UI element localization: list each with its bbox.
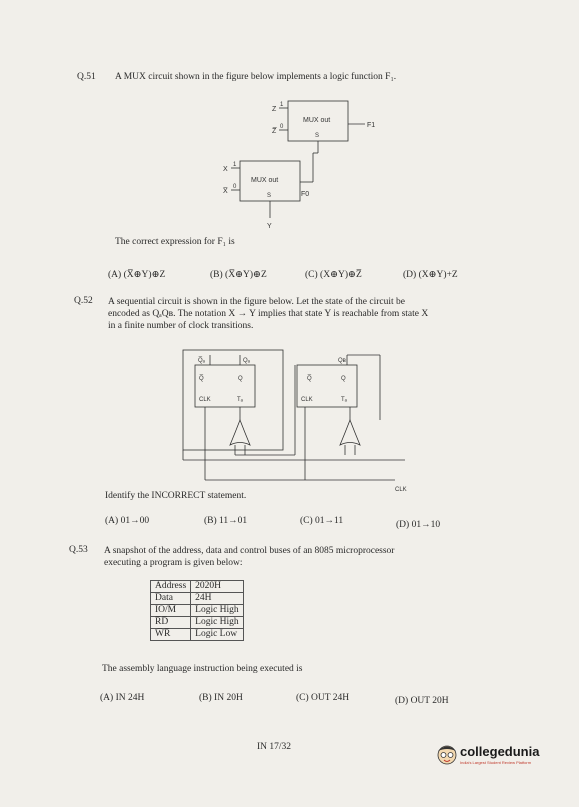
stem-line: A sequential circuit is shown in the figure below. Let the state of the circuit be (108, 297, 405, 307)
logo-name: collegedunia (460, 744, 540, 759)
bus-name: W̅R̅ (151, 629, 191, 641)
table-row (151, 617, 244, 629)
question-stem: A MUX circuit shown in the figure below implements a logic function F₁. (115, 72, 397, 82)
ff2-qbar: Q̅ (307, 376, 312, 382)
bus-snapshot-table (150, 580, 244, 641)
or-gate-b (340, 420, 360, 445)
ff2-t: Tₐ (341, 397, 347, 403)
question-number: Q.53 (69, 545, 88, 555)
question-number: Q.52 (74, 296, 93, 306)
option-a: (A) IN 24H (100, 693, 145, 703)
svg-text:1: 1 (280, 102, 284, 108)
logo-tagline: India's Largest Student Review Platform (460, 760, 532, 765)
or-gate-a (230, 420, 250, 445)
table-row (151, 581, 244, 593)
collegedunia-logo (436, 738, 566, 774)
option-a: (A) (X̅⊕Y)⊕Z (108, 270, 166, 280)
ff2-clk: CLK (301, 397, 313, 403)
clk-label: CLK (395, 487, 407, 493)
ff1-qbar: Q̅ (199, 376, 204, 382)
option-d: (D) 01→10 (396, 520, 441, 530)
bus-value: 24H (191, 593, 244, 605)
mux-bottom-label: MUX out (251, 177, 279, 184)
bus-name: Data (151, 593, 191, 605)
option-d: (D) (X⊕Y)+Z (403, 270, 458, 280)
mux-bottom-sel: S (267, 193, 272, 199)
bus-value: Logic High (191, 617, 244, 629)
ff1-q: Q (238, 376, 243, 382)
bus-value: Logic Low (191, 629, 244, 641)
table-row (151, 629, 244, 641)
question-prompt: The correct expression for F₁ is (115, 237, 235, 247)
mux-bottom-sel-input: Y (267, 223, 272, 230)
table-row (151, 593, 244, 605)
svg-text:1: 1 (233, 162, 237, 168)
mux-top-in1-label: Z (272, 106, 277, 113)
question-stem (104, 545, 394, 569)
mux-bottom-out: F0 (301, 191, 310, 198)
ff1-t: Tₐ (237, 397, 243, 403)
option-a: (A) 01→00 (105, 516, 150, 526)
question-prompt: The assembly language instruction being executed is (102, 664, 303, 674)
mux-circuit-figure (215, 98, 395, 233)
bus-name: R̅D̅ (151, 617, 191, 629)
stem-line: encoded as QₐQʙ. The notation X → Y implies that state Y is reachable from state X (108, 309, 429, 319)
bus-value: Logic High (191, 605, 244, 617)
bus-value: 2020H (191, 581, 244, 593)
svg-text:0: 0 (233, 184, 237, 190)
ff1-q-top: Qₐ (243, 358, 250, 364)
stem-line: A snapshot of the address, data and control buses of an 8085 microprocessor (104, 546, 395, 556)
option-c: (C) (X⊕Y)⊕Z̅ (305, 270, 362, 280)
stem-line: executing a program is given below: (104, 558, 243, 568)
mascot-icon (436, 742, 458, 768)
bus-name: IO/M̅ (151, 605, 191, 617)
stem-line: in a finite number of clock transitions. (108, 321, 254, 331)
question-stem (108, 296, 428, 332)
mux-top-in0-label: Z̅ (272, 128, 277, 135)
ff1-clk: CLK (199, 397, 211, 403)
option-c: (C) OUT 24H (296, 693, 350, 703)
ff1-qbar-top: Q̅ₐ (198, 358, 205, 364)
svg-text:0: 0 (280, 124, 284, 130)
option-b: (B) IN 20H (199, 693, 243, 703)
option-b: (B) 11→01 (204, 516, 248, 526)
ff2-q-top: Qʙ (338, 358, 346, 364)
mux-top-sel: S (315, 133, 320, 139)
mux-top-out: F1 (367, 122, 376, 129)
table-row (151, 605, 244, 617)
ff2-q: Q (341, 376, 346, 382)
option-c: (C) 01→11 (300, 516, 344, 526)
bus-name: Address (151, 581, 191, 593)
sequential-circuit-figure (175, 345, 425, 495)
mux-bottom-in1-label: X (223, 166, 228, 173)
question-number: Q.51 (77, 72, 96, 82)
mux-top-label: MUX out (303, 117, 331, 124)
option-d: (D) OUT 20H (395, 696, 449, 706)
option-b: (B) (X̅⊕Y)⊕Z (210, 270, 267, 280)
page-number: IN 17/32 (257, 742, 292, 752)
question-prompt: Identify the INCORRECT statement. (105, 491, 247, 501)
mux-bottom-in0-label: X̅ (223, 188, 228, 195)
